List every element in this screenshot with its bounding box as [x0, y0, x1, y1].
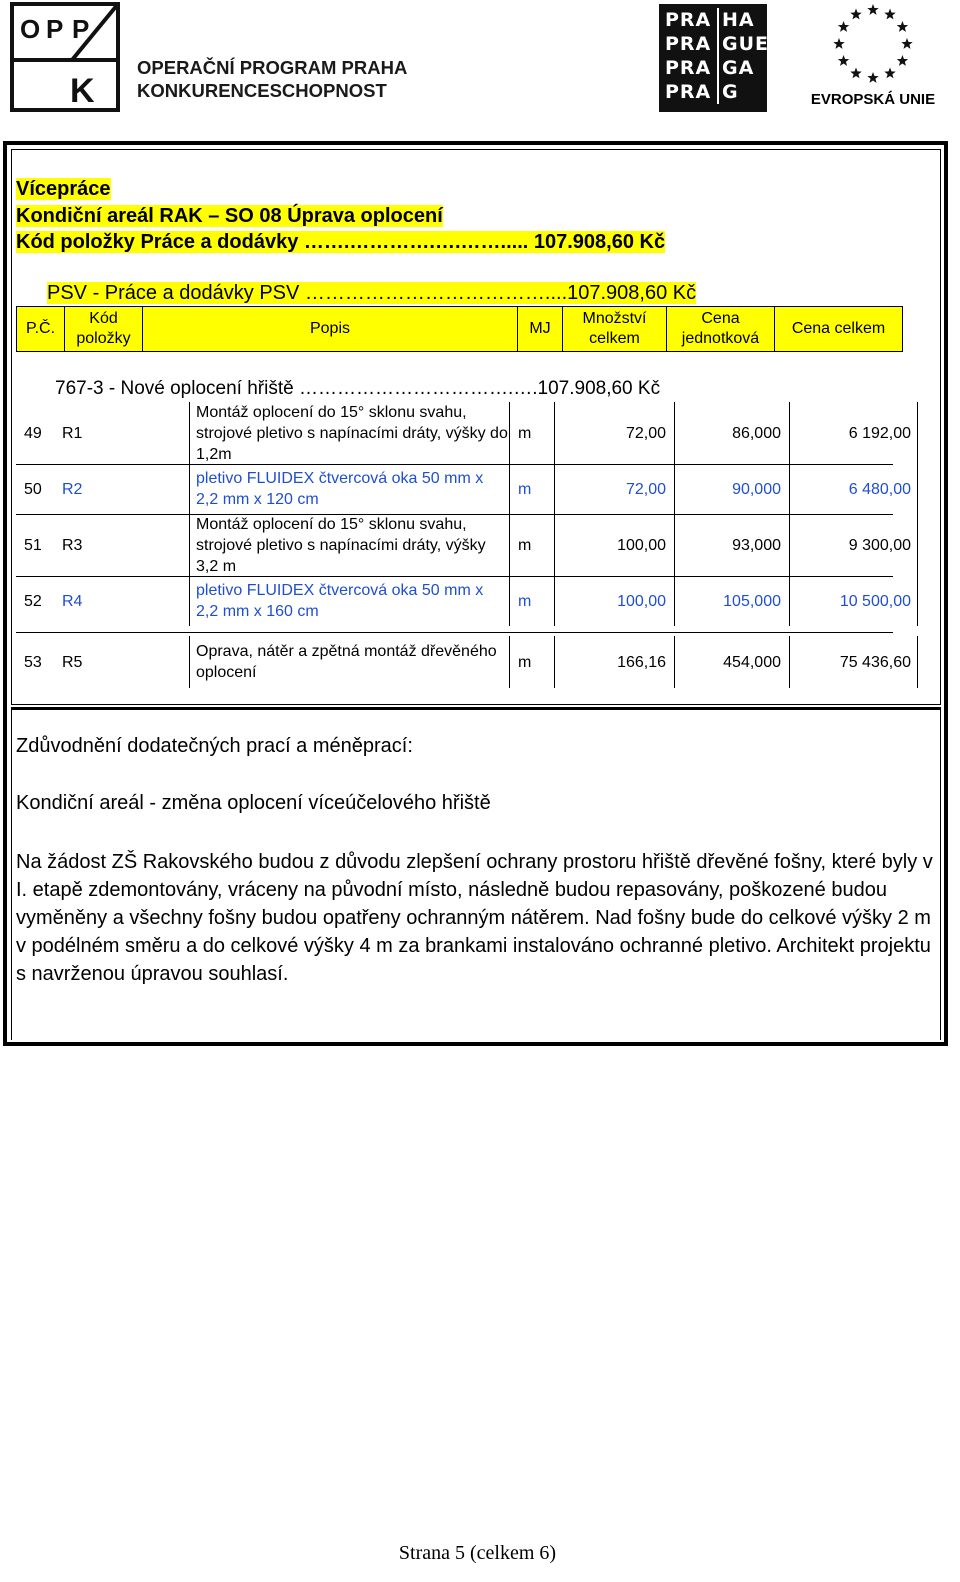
row-number: 52	[24, 592, 42, 610]
row-code: R3	[56, 514, 190, 576]
table-row	[16, 514, 918, 576]
row-total: 6 192,00	[790, 402, 918, 464]
row-number: 50	[24, 480, 42, 498]
row-total: 75 436,60	[790, 636, 918, 688]
praha-logo-text: G	[717, 80, 765, 104]
row-unit-measure: m	[510, 636, 555, 688]
row-code: R4	[56, 576, 190, 626]
praha-logo-text: PRA	[665, 33, 712, 55]
row-code: R1	[56, 402, 190, 464]
doc-title-areal: Kondiční areál RAK – SO 08 Úprava oplocení	[16, 205, 443, 227]
row-description: pletivo FLUIDEX čtvercová oka 50 mm x 2,2 mm x 120 cm	[190, 464, 510, 514]
row-divider	[16, 632, 893, 633]
doc-title-vicprace: Vícepráce	[16, 178, 111, 200]
row-quantity: 100,00	[555, 576, 675, 626]
opp-title-line1: OPERAČNÍ PROGRAM PRAHA	[137, 57, 408, 78]
row-number: 51	[24, 536, 42, 554]
row-unit-price: 93,000	[675, 514, 790, 576]
row-code: R2	[56, 464, 190, 514]
eu-label: EVROPSKÁ UNIE	[810, 91, 936, 108]
row-unit-price: 90,000	[675, 464, 790, 514]
col-mnozstvi: Množství celkem	[562, 306, 666, 352]
row-description: pletivo FLUIDEX čtvercová oka 50 mm x 2,2 mm x 160 cm	[190, 576, 510, 626]
row-unit-price: 454,000	[675, 636, 790, 688]
justification-subtitle: Kondiční areál - změna oplocení víceúčelového hřiště	[16, 792, 491, 814]
opp-logo-letter: K	[70, 72, 95, 110]
praha-logo-text: GUE	[717, 32, 765, 56]
col-kod: Kód položky	[64, 306, 142, 352]
praha-logo-text: PRA	[665, 57, 712, 79]
praha-logo-text: HA	[717, 8, 765, 32]
row-code: R5	[56, 636, 190, 688]
col-cena: Cena jednotková	[666, 306, 774, 352]
col-popis: Popis	[142, 306, 517, 352]
table-row	[16, 576, 918, 626]
table-row	[16, 636, 918, 688]
row-unit-measure: m	[510, 576, 555, 626]
row-quantity: 72,00	[555, 464, 675, 514]
praha-logo	[659, 4, 770, 112]
psv-line: PSV - Práce a dodávky PSV ………………………………....107.908,60 Kč	[47, 282, 697, 304]
row-total: 6 480,00	[790, 464, 918, 514]
opp-logo-letter: P	[46, 14, 64, 44]
row-total: 9 300,00	[790, 514, 918, 576]
row-unit-measure: m	[510, 402, 555, 464]
eu-flag-icon	[806, 4, 940, 92]
col-mj: MJ	[517, 306, 562, 352]
doc-title-kod: Kód položky Práce a dodávky …….………….….……..... 107.908,60 Kč	[16, 231, 666, 253]
row-unit-price: 86,000	[675, 402, 790, 464]
row-description: Montáž oplocení do 15° sklonu svahu, strojové pletivo s napínacími dráty, výšky 3,2 m	[190, 514, 510, 576]
row-number: 49	[24, 424, 42, 442]
justification-title: Zdůvodnění dodatečných prací a méněprací:	[16, 735, 413, 757]
row-description: Montáž oplocení do 15° sklonu svahu, strojové pletivo s napínacími dráty, výšky do 1,2m	[190, 402, 510, 464]
row-description: Oprava, nátěr a zpětná montáž dřevěného oplocení	[190, 636, 510, 688]
section-heading: 767-3 - Nové oplocení hřiště …………………………….….107.908,60 Kč	[55, 378, 661, 399]
opp-title-line2: KONKURENCESCHOPNOST	[137, 80, 387, 101]
opp-logo-letter: P	[72, 14, 90, 44]
praha-logo-text: GA	[717, 56, 765, 80]
table-row	[16, 402, 918, 464]
table-row	[16, 464, 918, 514]
row-unit-measure: m	[510, 514, 555, 576]
row-total: 10 500,00	[790, 576, 918, 626]
justification-body: Na žádost ZŠ Rakovského budou z důvodu zlepšení ochrany prostoru hřiště dřevěné fošny, které byly v I. etapě zdemontovány, vráceny na původní místo, následně budou repasovány, poškozené budou vyměněny a všechny fošny budou opatřeny ochranným nátěrem. Nad fošny bude do celkové výšky 2 m v podélném směru a do celkové výšky 4 m za brankami instalováno ochranné pletivo. Architekt projektu s navrženou úpravou souhlasí.	[16, 851, 933, 985]
table-header	[16, 306, 903, 352]
opp-logo	[10, 2, 120, 112]
row-quantity: 72,00	[555, 402, 675, 464]
praha-logo-text: PRA	[665, 9, 712, 31]
col-celkem: Cena celkem	[774, 306, 903, 352]
col-pc: P.Č.	[16, 306, 64, 352]
row-unit-price: 105,000	[675, 576, 790, 626]
row-unit-measure: m	[510, 464, 555, 514]
row-quantity: 166,16	[555, 636, 675, 688]
row-quantity: 100,00	[555, 514, 675, 576]
page-footer: Strana 5 (celkem 6)	[398, 1542, 557, 1564]
praha-logo-text: PRA	[665, 81, 712, 103]
opp-logo-letter: O	[20, 14, 41, 44]
row-number: 53	[24, 653, 42, 671]
